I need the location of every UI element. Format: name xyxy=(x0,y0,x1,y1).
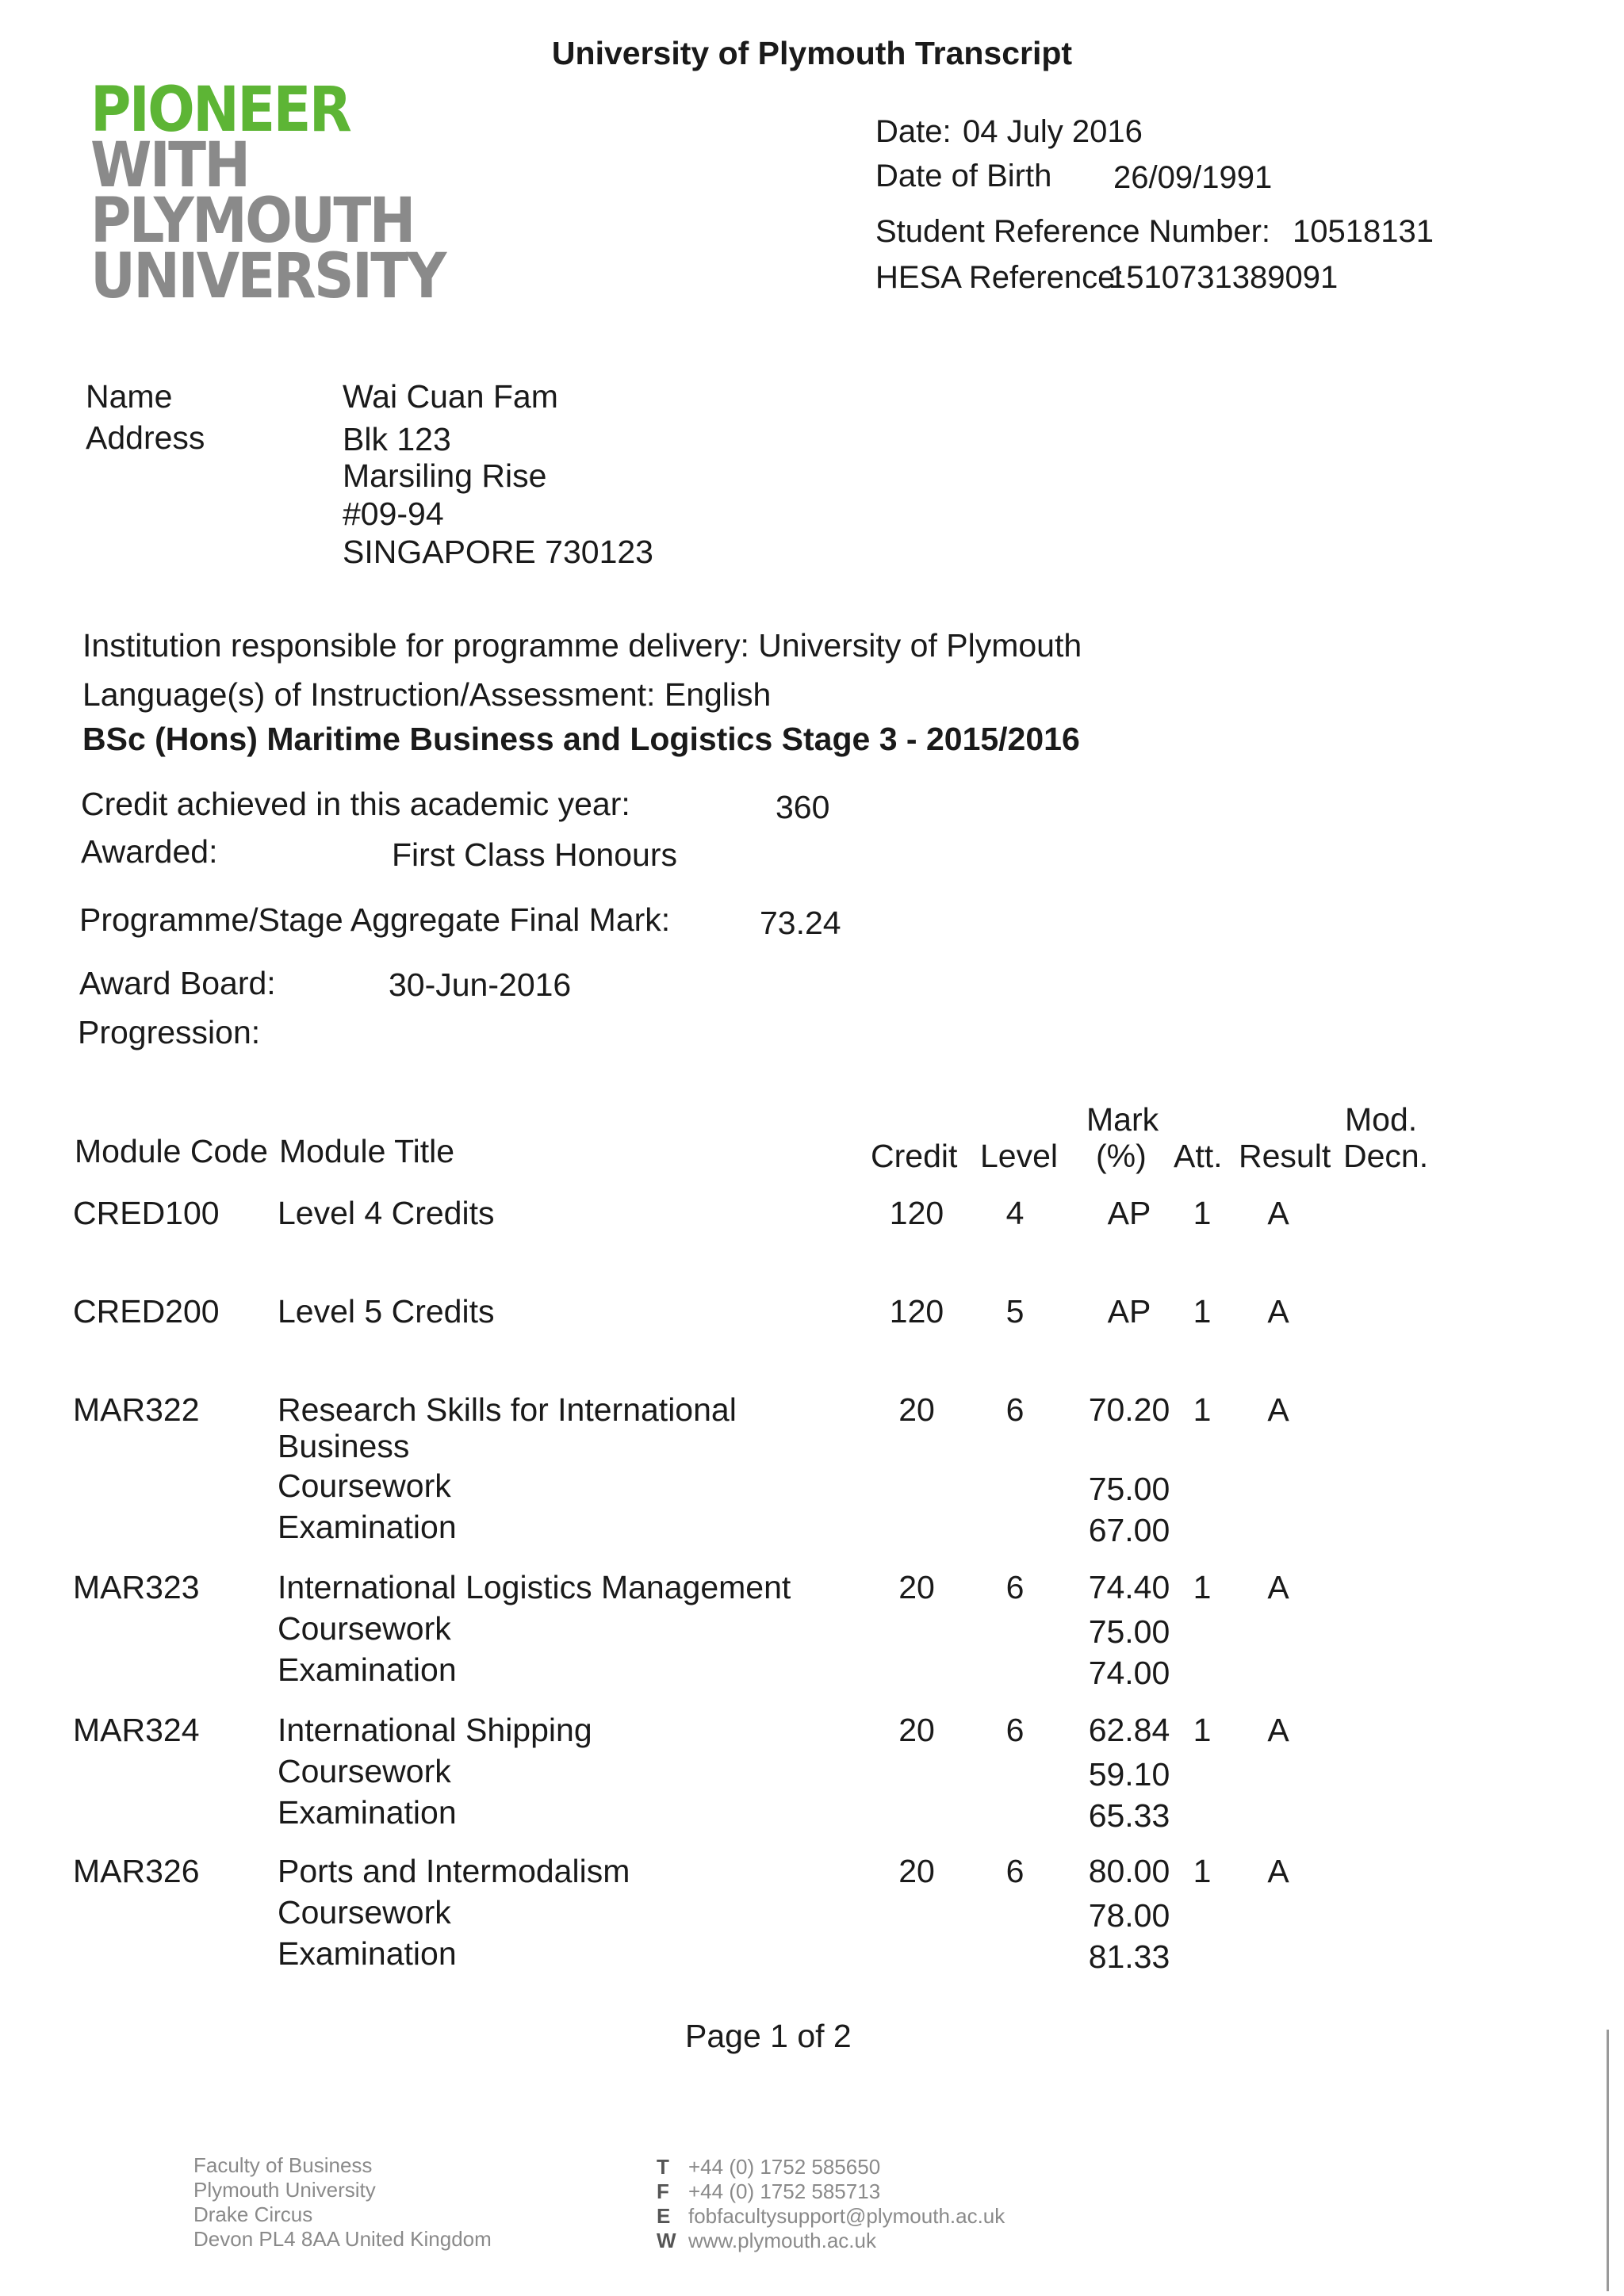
module-level: 6 xyxy=(1005,1853,1025,1889)
footer-web xyxy=(657,2229,1005,2253)
award-board-label: Award Board: xyxy=(79,965,276,1001)
programme-institution xyxy=(82,629,1082,662)
logo-line: UNIVERSITY xyxy=(90,241,445,312)
col-header-credit: Credit xyxy=(871,1138,958,1174)
col-header-level: Level xyxy=(980,1138,1059,1174)
module-result: A xyxy=(1267,1293,1289,1330)
component-name: Examination xyxy=(278,1509,457,1545)
component-mark: 65.33 xyxy=(1088,1797,1170,1834)
module-level: 4 xyxy=(1005,1195,1025,1231)
module-code: MAR326 xyxy=(73,1853,200,1889)
col-header-att: Att. xyxy=(1174,1138,1223,1174)
university-logo xyxy=(90,75,484,312)
col-header-result: Result xyxy=(1239,1138,1331,1174)
module-mark: AP xyxy=(1107,1195,1151,1231)
institution-label: Institution responsible for programme delivery: xyxy=(82,627,749,664)
col-header-mod-decn: Mod. xyxy=(1345,1101,1418,1138)
module-credit: 20 xyxy=(898,1712,935,1748)
module-code: CRED100 xyxy=(73,1195,220,1231)
module-code: MAR322 xyxy=(73,1391,200,1428)
module-mark: 62.84 xyxy=(1088,1712,1170,1748)
logo-line: WITH xyxy=(90,130,249,201)
module-code: CRED200 xyxy=(73,1293,220,1330)
awarded-label: Awarded: xyxy=(81,833,218,870)
module-attempt: 1 xyxy=(1193,1569,1212,1605)
credit-label: Credit achieved in this academic year: xyxy=(81,786,630,822)
component-name: Coursework xyxy=(278,1753,451,1789)
footer-contacts xyxy=(657,2155,1005,2253)
dob-value: 26/09/1991 xyxy=(1113,160,1273,195)
module-level: 5 xyxy=(1005,1293,1025,1330)
student-ref-value: 10518131 xyxy=(1293,214,1434,249)
component-name: Coursework xyxy=(278,1894,451,1931)
module-title: Business xyxy=(278,1428,410,1464)
module-result: A xyxy=(1267,1569,1289,1605)
address-line: SINGAPORE 730123 xyxy=(343,534,653,570)
module-title: Level 4 Credits xyxy=(278,1195,495,1231)
scan-edge-line xyxy=(1607,2030,1609,2291)
contact-key: W xyxy=(657,2229,676,2252)
module-level: 6 xyxy=(1005,1712,1025,1748)
address-line: Marsiling Rise xyxy=(343,457,547,494)
footer-fax xyxy=(657,2179,1005,2204)
language-value: English xyxy=(664,676,772,713)
component-mark: 75.00 xyxy=(1088,1471,1170,1507)
awarded-value: First Class Honours xyxy=(392,836,677,873)
date-label: Date: xyxy=(875,114,952,149)
module-title: Level 5 Credits xyxy=(278,1293,495,1330)
contact-value[interactable]: www.plymouth.ac.uk xyxy=(688,2229,876,2252)
contact-key: E xyxy=(657,2204,671,2228)
progression-label: Progression: xyxy=(78,1014,261,1050)
footer-address-line: Drake Circus xyxy=(193,2202,313,2226)
module-title: Research Skills for International xyxy=(278,1391,737,1428)
logo-line: PLYMOUTH xyxy=(90,186,414,257)
module-mark: 70.20 xyxy=(1088,1391,1170,1428)
award-board-value: 30-Jun-2016 xyxy=(389,966,572,1003)
address-line: Blk 123 xyxy=(343,421,451,457)
module-code: MAR324 xyxy=(73,1712,200,1748)
contact-key: T xyxy=(657,2155,669,2179)
aggregate-label: Programme/Stage Aggregate Final Mark: xyxy=(79,901,671,938)
module-mark: AP xyxy=(1107,1293,1151,1330)
contact-value: +44 (0) 1752 585713 xyxy=(688,2179,881,2203)
module-mark: 80.00 xyxy=(1088,1853,1170,1889)
hesa-ref-label: HESA Reference: xyxy=(875,260,1124,295)
module-credit: 120 xyxy=(889,1195,944,1231)
col-header-module-code: Module Code xyxy=(75,1133,268,1169)
address-label: Address xyxy=(86,419,205,456)
component-name: Coursework xyxy=(278,1610,451,1647)
programme-title: BSc (Hons) Maritime Business and Logistics Stage 3 - 2015/2016 xyxy=(82,721,1080,757)
col-header-mark: Mark xyxy=(1086,1101,1159,1138)
document-title: University of Plymouth Transcript xyxy=(551,35,1073,71)
name-label: Name xyxy=(86,378,173,415)
col-header-module-title: Module Title xyxy=(279,1133,455,1169)
component-mark: 81.33 xyxy=(1088,1938,1170,1975)
component-mark: 59.10 xyxy=(1088,1756,1170,1793)
module-attempt: 1 xyxy=(1193,1391,1212,1428)
credit-value: 360 xyxy=(776,789,830,825)
footer-address-line: Devon PL4 8AA United Kingdom xyxy=(193,2227,492,2251)
module-mark: 74.40 xyxy=(1088,1569,1170,1605)
footer-address-line: Faculty of Business xyxy=(193,2153,373,2177)
component-mark: 75.00 xyxy=(1088,1613,1170,1650)
contact-key: F xyxy=(657,2179,669,2203)
name-value: Wai Cuan Fam xyxy=(343,378,558,415)
student-ref-label: Student Reference Number: xyxy=(875,214,1271,249)
module-result: A xyxy=(1267,1195,1289,1231)
module-credit: 20 xyxy=(898,1391,935,1428)
address-line: #09-94 xyxy=(343,496,444,532)
module-level: 6 xyxy=(1005,1391,1025,1428)
module-title: Ports and Intermodalism xyxy=(278,1853,630,1889)
institution-value: University of Plymouth xyxy=(758,627,1082,664)
footer-phone xyxy=(657,2155,1005,2179)
module-credit: 120 xyxy=(889,1293,944,1330)
page-number: Page 1 of 2 xyxy=(685,2018,852,2054)
dob-label: Date of Birth xyxy=(875,159,1052,193)
component-mark: 67.00 xyxy=(1088,1512,1170,1548)
footer-email xyxy=(657,2204,1005,2229)
col-header-mod-decn-2: Decn. xyxy=(1343,1138,1429,1174)
contact-value: +44 (0) 1752 585650 xyxy=(688,2155,881,2179)
component-name: Coursework xyxy=(278,1468,451,1504)
component-mark: 78.00 xyxy=(1088,1897,1170,1934)
component-name: Examination xyxy=(278,1651,457,1688)
component-name: Examination xyxy=(278,1935,457,1972)
hesa-ref-value: 1510731389091 xyxy=(1109,260,1339,295)
date-value: 04 July 2016 xyxy=(963,114,1143,149)
module-credit: 20 xyxy=(898,1853,935,1889)
module-code: MAR323 xyxy=(73,1569,200,1605)
footer-address-line: Plymouth University xyxy=(193,2178,376,2202)
module-result: A xyxy=(1267,1712,1289,1748)
module-title: International Shipping xyxy=(278,1712,592,1748)
module-credit: 20 xyxy=(898,1569,935,1605)
col-header-mark-unit: (%) xyxy=(1096,1138,1147,1174)
component-mark: 74.00 xyxy=(1088,1655,1170,1691)
module-title: International Logistics Management xyxy=(278,1569,791,1605)
module-attempt: 1 xyxy=(1193,1195,1212,1231)
aggregate-value: 73.24 xyxy=(760,905,841,941)
logo-line: PIONEER xyxy=(90,75,350,146)
module-level: 6 xyxy=(1005,1569,1025,1605)
component-name: Examination xyxy=(278,1794,457,1831)
module-result: A xyxy=(1267,1391,1289,1428)
module-result: A xyxy=(1267,1853,1289,1889)
module-attempt: 1 xyxy=(1193,1853,1212,1889)
footer-address xyxy=(193,2153,492,2252)
language-label: Language(s) of Instruction/Assessment: xyxy=(82,676,656,713)
programme-language xyxy=(82,676,772,713)
module-attempt: 1 xyxy=(1193,1293,1212,1330)
contact-value[interactable]: fobfacultysupport@plymouth.ac.uk xyxy=(688,2204,1005,2228)
module-attempt: 1 xyxy=(1193,1712,1212,1748)
